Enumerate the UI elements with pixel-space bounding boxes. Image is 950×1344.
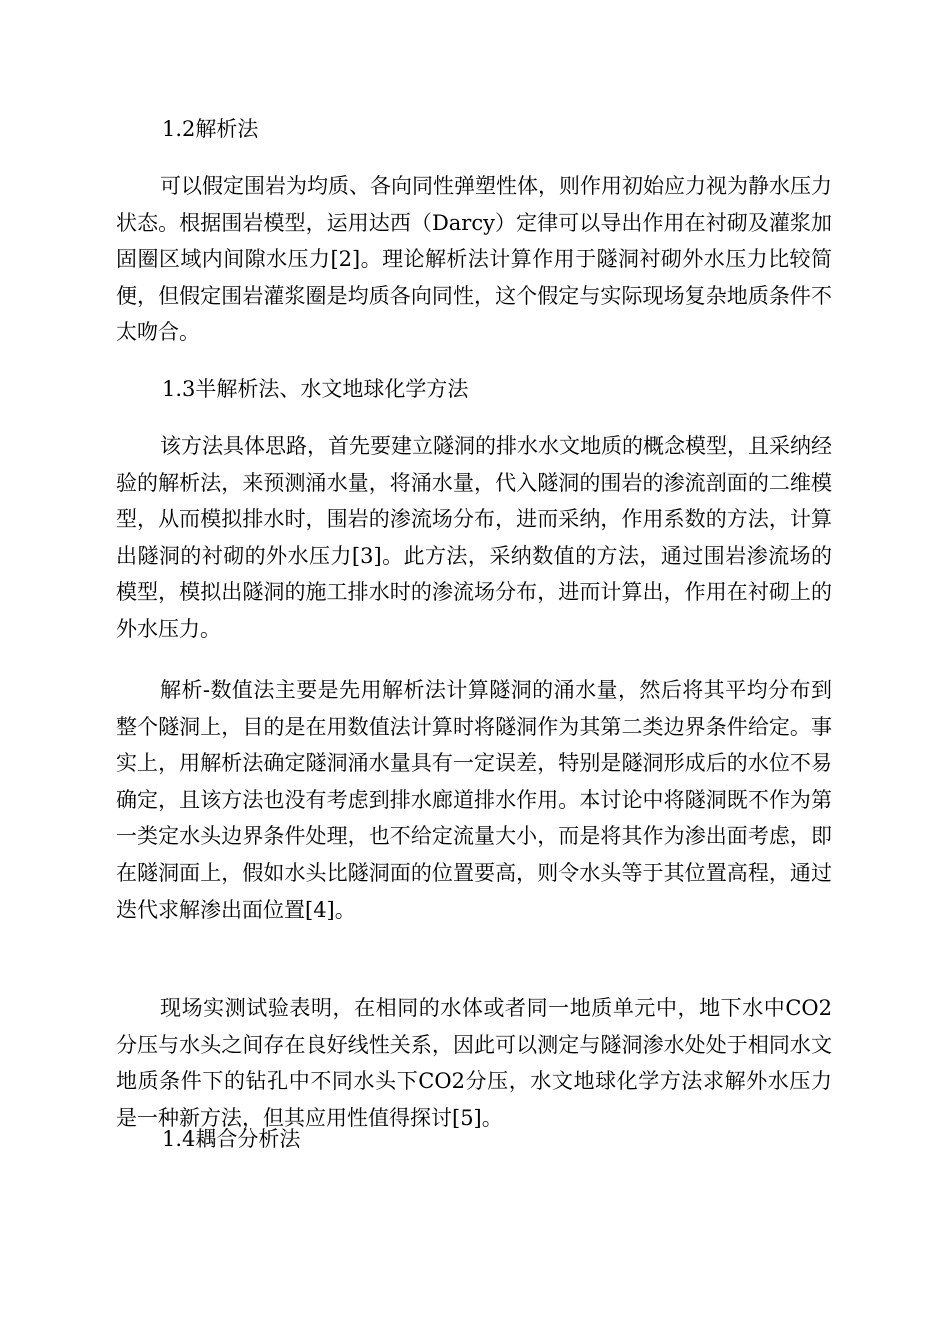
paragraph-semi-analytical-method: 该方法具体思路，首先要建立隧洞的排水水文地质的概念模型，且采纳经验的解析法，来预测涌水量，将涌水量，代入隧洞的围岩的渗流剖面的二维模型，从而模拟排水时，围岩的渗流场分布，进而采纳，作用系数的方法，计算出隧洞的衬砌的外水压力[3]。此方法，采纳数值的方法，通过围岩渗流场的模型，模拟出隧洞的施工排水时的渗流场分布，进而计算出，作用在衬砌上的外水压力。 bbox=[116, 434, 832, 641]
section-heading-1-3: 1.3半解析法、水文地球化学方法 bbox=[162, 377, 469, 401]
paragraph-hydrogeochemical-method: 现场实测试验表明，在相同的水体或者同一地质单元中，地下水中CO2分压与水头之间存在良好线性关系，因此可以测定与隧洞渗水处处于相同水文地质条件下的钻孔中不同水头下CO2分压，水文地球化学方法求解外水压力是一种新方法，但其应用性值得探讨[5]。 bbox=[116, 996, 832, 1130]
paragraph-analytical-numerical-method: 解析-数值法主要是先用解析法计算隧洞的涌水量，然后将其平均分布到整个隧洞上，目的是在用数值法计算时将隧洞作为其第二类边界条件给定。事实上，用解析法确定隧洞涌水量具有一定误差，特别是隧洞形成后的水位不易确定，且该方法也没有考虑到排水廊道排水作用。本讨论中将隧洞既不作为第一类定水头边界条件处理，也不给定流量大小，而是将其作为渗出面考虑，即在隧洞面上，假如水头比隧洞面的位置要高，则令水头等于其位置高程，通过迭代求解渗出面位置[4]。 bbox=[116, 678, 832, 922]
section-heading-1-4: 1.4耦合分析法 bbox=[162, 1127, 301, 1151]
section-heading-1-2: 1.2解析法 bbox=[162, 117, 259, 141]
paragraph-analytical-method: 可以假定围岩为均质、各向同性弹塑性体，则作用初始应力视为静水压力状态。根据围岩模型，运用达西（Darcy）定律可以导出作用在衬砌及灌浆加固圈区域内间隙水压力[2]。理论解析法计算作用于隧洞衬砌外水压力比较简便，但假定围岩灌浆圈是均质各向同性，这个假定与实际现场复杂地质条件不太吻合。 bbox=[116, 174, 832, 345]
